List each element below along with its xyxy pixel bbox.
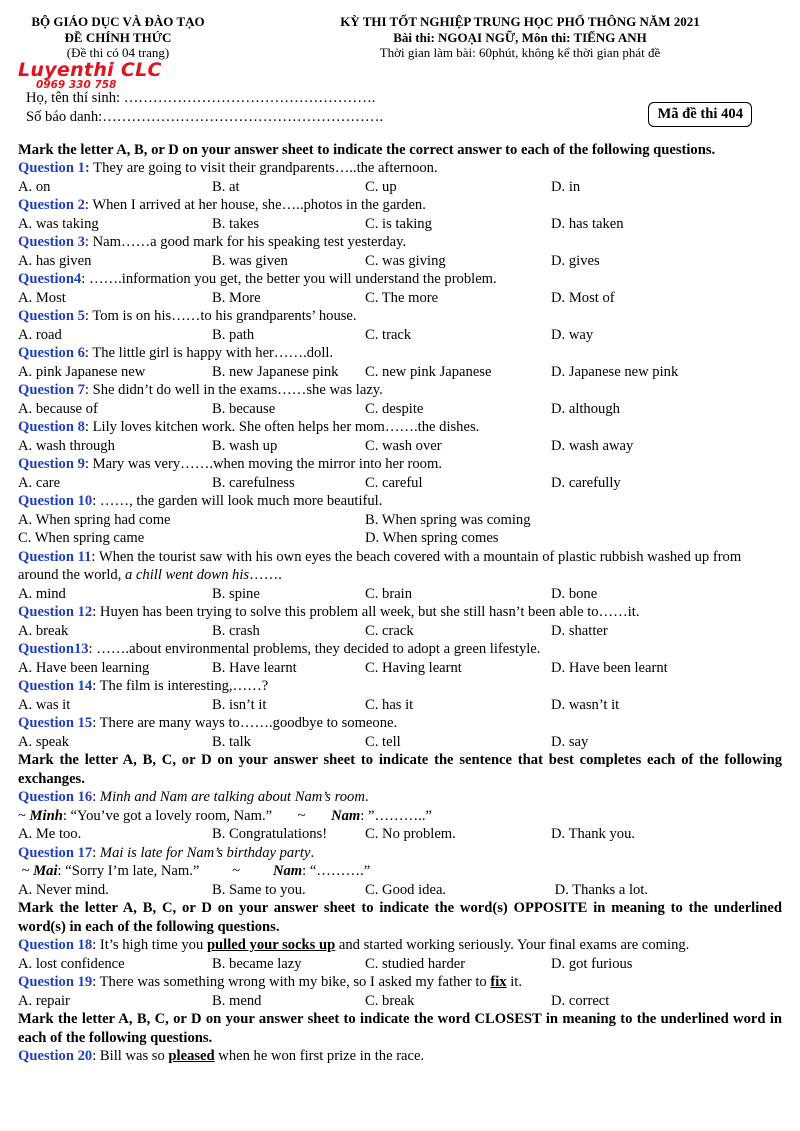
question-4 (18, 270, 782, 289)
speaker-2-line: : “……….” (302, 863, 371, 879)
options-10-row1 (18, 511, 782, 530)
option-c: C. tell (365, 733, 401, 750)
option-c: C. crack (365, 622, 414, 639)
speaker-2-line: : ”………..” (360, 807, 433, 824)
question-20 (18, 1047, 782, 1066)
option-b: B. Congratulations! (212, 826, 328, 842)
question-19 (18, 973, 782, 992)
question-15 (18, 714, 782, 733)
question-text: : Mary was very…….when moving the mirror into her room. (84, 456, 442, 472)
option-a: A. was taking (18, 215, 99, 232)
option-a: A. pink Japanese new (18, 363, 146, 380)
options-17 (18, 881, 782, 900)
option-c: C. track (365, 326, 412, 343)
option-d: D. When spring comes (365, 530, 499, 546)
dialogue-17 (18, 862, 782, 881)
speaker-2: Nam (331, 807, 361, 824)
option-b: B. crash (212, 622, 260, 639)
option-c: C. new pink Japanese (365, 363, 492, 380)
question-16 (18, 788, 782, 807)
option-b: B. Have learnt (212, 659, 297, 676)
speaker-1: Minh (29, 807, 63, 824)
candidate-number-line: Số báo danh:…………………………………………………. (26, 108, 384, 125)
option-a: A. When spring had come (18, 511, 171, 528)
option-c: C. Good idea. (365, 881, 447, 898)
option-c: C. No problem. (365, 826, 456, 842)
exam-title: KỲ THI TỐT NGHIỆP TRUNG HỌC PHỔ THÔNG NĂM 2021 (340, 14, 700, 29)
question-text: : Huyen has been trying to solve this problem all week, but she still hasn’t been able to……it. (92, 604, 640, 620)
question-text: : Lily loves kitchen work. She often helps her mom…….the dishes. (84, 419, 480, 435)
exam-code-box: Mã đề thi 404 (648, 102, 752, 127)
option-d: D. gives (551, 252, 600, 269)
option-b: B. Same to you. (212, 881, 306, 898)
question-number: Question 10 (18, 493, 93, 509)
options-7 (18, 400, 782, 419)
underlined-phrase: pulled your socks up (206, 937, 336, 953)
section-instruction-3: Mark the letter A, B, C, or D on your answer sheet to indicate the word(s) OPPOSITE in meaning to the underlined word(s) in each of the following questions. (18, 900, 782, 935)
option-b: B. because (212, 400, 276, 417)
option-c: C. careful (365, 474, 423, 491)
option-d: D. carefully (551, 474, 621, 491)
exam-page (18, 14, 782, 1066)
option-c: C. break (365, 992, 415, 1009)
option-b: B. path (212, 326, 255, 343)
option-d: D. although (551, 400, 620, 417)
options-6 (18, 363, 782, 382)
option-d: D. Japanese new pink (551, 363, 679, 380)
question-number: Question 14 (18, 678, 93, 694)
question-text: : When I arrived at her house, she…..photos in the garden. (84, 197, 426, 213)
option-a: A. Me too. (18, 826, 82, 842)
header-left (18, 14, 218, 61)
question-number: Question 20 (18, 1048, 93, 1064)
exam-subject: Bài thi: NGOẠI NGỮ, Môn thi: TIẾNG ANH (393, 29, 647, 45)
option-b: B. When spring was coming (365, 511, 531, 528)
question-text: : The little girl is happy with her…….doll. (84, 345, 334, 361)
options-4 (18, 289, 782, 308)
option-a: A. road (18, 326, 62, 343)
question-text: : She didn’t do well in the exams……she was lazy. (84, 382, 383, 398)
question-number: Question 3 (18, 234, 85, 250)
option-b: B. new Japanese pink (212, 363, 339, 380)
option-b: B. More (212, 289, 261, 306)
option-a: A. mind (18, 585, 66, 602)
question-number: Question 7 (18, 382, 85, 398)
option-d: D. bone (551, 585, 598, 602)
option-c: C. has it (365, 696, 414, 713)
option-d: D. shatter (551, 622, 608, 639)
option-b: B. carefulness (212, 474, 295, 491)
question-2 (18, 196, 782, 215)
option-d: D. Thanks a lot. (551, 881, 649, 898)
option-d: D. wash away (551, 437, 634, 454)
logo-phone: 0969 330 758 (36, 78, 117, 91)
options-11 (18, 585, 782, 604)
question-number: Question 17 (18, 844, 93, 861)
options-15 (18, 733, 782, 752)
option-b: B. at (212, 178, 240, 195)
option-a: A. break (18, 622, 69, 639)
question-number: Question 12 (18, 604, 93, 620)
candidate-name-line: Họ, tên thí sinh: ……………………………………………. (26, 89, 376, 106)
option-a: A. lost confidence (18, 955, 125, 972)
option-d: D. Most of (551, 289, 615, 306)
underlined-word: fix (490, 974, 507, 990)
question-number: Question 6 (18, 345, 85, 361)
question-tail: ……. (249, 567, 282, 583)
question-text: : There was something wrong with my bike, so I asked my father to (92, 974, 491, 990)
question-number: Question 19 (18, 974, 93, 990)
ministry-name: BỘ GIÁO DỤC VÀ ĐÀO TẠO (31, 14, 205, 29)
question-8 (18, 418, 782, 437)
question-text: : Nam……a good mark for his speaking test yesterday. (84, 234, 407, 250)
option-c: C. wash over (365, 437, 442, 454)
option-c: C. studied harder (365, 955, 466, 972)
question-11 (18, 548, 782, 585)
options-12 (18, 622, 782, 641)
question-text: They are going to visit their grandparents…..the afternoon. (89, 160, 438, 176)
option-b: B. talk (212, 733, 251, 750)
dialogue-dash: ~ (18, 863, 34, 879)
question-italic: Minh and Nam are talking about Nam’s room (99, 789, 365, 805)
question-number: Question 8 (18, 419, 85, 435)
options-9 (18, 474, 782, 493)
question-12 (18, 603, 782, 622)
option-c: C. was giving (365, 252, 446, 269)
option-a: A. care (18, 474, 61, 491)
question-13 (18, 640, 782, 659)
option-c: C. brain (365, 585, 413, 602)
option-a: A. was it (18, 696, 71, 713)
page-count: (Đề thi có 04 trang) (66, 45, 170, 60)
options-3 (18, 252, 782, 271)
option-d: D. in (551, 178, 581, 195)
speaker-1-line: : “You’ve got a lovely room, Nam.” ~ (62, 807, 332, 824)
question-10 (18, 492, 782, 511)
luyenthi-logo: Luyenthi CLC (18, 58, 162, 81)
question-number: Question 1: (18, 160, 90, 176)
question-text: : Tom is on his……to his grandparents’ house. (84, 308, 357, 324)
question-text: : …….about environmental problems, they decided to adopt a green lifestyle. (88, 641, 541, 657)
question-text: : When the tourist saw with his own eyes the beach covered with a mountain of plastic rubbish washed up from around the world, (18, 548, 742, 583)
question-number: Question13 (18, 641, 89, 657)
underlined-word: pleased (168, 1048, 215, 1064)
option-a: A. Have been learning (18, 659, 150, 676)
question-tail: and started working seriously. Your final exams are coming. (335, 937, 690, 953)
option-a: A. wash through (18, 437, 115, 454)
question-6 (18, 344, 782, 363)
official-label: ĐỀ CHÍNH THỨC (64, 29, 172, 45)
option-d: D. way (551, 326, 594, 343)
question-tail: . (364, 789, 369, 805)
question-text: : (92, 844, 100, 861)
question-1 (18, 159, 782, 178)
option-d: D. correct (551, 992, 610, 1009)
question-text: : ……, the garden will look much more beautiful. (92, 493, 383, 509)
question-number: Question 9 (18, 456, 85, 472)
option-b: B. takes (212, 215, 260, 232)
option-a: A. repair (18, 992, 70, 1009)
options-1 (18, 178, 782, 197)
question-5 (18, 307, 782, 326)
option-a: A. has given (18, 252, 92, 269)
option-b: B. mend (212, 992, 262, 1009)
option-a: A. Most (18, 289, 66, 306)
question-text: : (92, 789, 100, 805)
option-d: D. say (551, 733, 589, 750)
options-10-row2 (18, 529, 782, 548)
option-a: A. speak (18, 733, 70, 750)
question-number: Question4 (18, 271, 82, 287)
header-right (218, 14, 782, 61)
question-text: : It’s high time you (92, 937, 207, 953)
section-instruction-1: Mark the letter A, B, or D on your answer sheet to indicate the correct answer to each of the following questions. (18, 141, 716, 158)
question-italic: Mai is late for Nam’s birthday party (99, 844, 311, 861)
option-c: C. Having learnt (365, 659, 462, 676)
options-2 (18, 215, 782, 234)
question-italic: a chill went down his (125, 567, 250, 583)
question-18 (18, 936, 782, 955)
question-tail: . (310, 844, 315, 861)
question-tail: when he won first prize in the race. (214, 1048, 425, 1064)
option-d: D. has taken (551, 215, 624, 232)
speaker-1: Mai (33, 863, 58, 879)
options-8 (18, 437, 782, 456)
question-text: : …….information you get, the better you will understand the problem. (81, 271, 497, 287)
options-13 (18, 659, 782, 678)
option-a: A. Never mind. (18, 881, 109, 898)
question-3 (18, 233, 782, 252)
option-a: A. on (18, 178, 51, 195)
question-text: : Bill was so (92, 1048, 169, 1064)
question-number: Question 15 (18, 715, 93, 731)
option-c: C. despite (365, 400, 424, 417)
exam-header (18, 14, 782, 61)
option-b: B. was given (212, 252, 288, 269)
dialogue-dash: ~ (18, 807, 30, 824)
question-number: Question 5 (18, 308, 85, 324)
options-16 (18, 825, 782, 844)
question-number: Question 18 (18, 937, 93, 953)
dialogue-16 (18, 807, 782, 826)
options-14 (18, 696, 782, 715)
speaker-2: Nam (272, 863, 303, 879)
options-5 (18, 326, 782, 345)
question-number: Question 16 (18, 789, 93, 805)
speaker-1-line: : “Sorry I’m late, Nam.” ~ (57, 863, 273, 879)
question-tail: it. (506, 974, 522, 990)
question-9 (18, 455, 782, 474)
question-17 (18, 844, 782, 863)
question-7 (18, 381, 782, 400)
option-c: C. is taking (365, 215, 432, 232)
option-c: C. up (365, 178, 397, 195)
option-d: D. wasn’t it (551, 696, 620, 713)
option-b: B. became lazy (212, 955, 302, 972)
option-b: B. spine (212, 585, 260, 602)
question-text: : There are many ways to…….goodbye to someone. (92, 715, 398, 731)
question-14 (18, 677, 782, 696)
option-d: D. Have been learnt (551, 659, 668, 676)
exam-time: Thời gian làm bài: 60phút, không kể thời gian phát đề (379, 45, 661, 60)
section-instruction-4: Mark the letter A, B, C, or D on your answer sheet to indicate the word CLOSEST in meaning to the underlined word in each of the following questions. (18, 1011, 782, 1046)
question-number: Question 2 (18, 197, 85, 213)
option-c: C. When spring came (18, 530, 145, 546)
options-19 (18, 992, 782, 1011)
option-b: B. wash up (212, 437, 278, 454)
option-b: B. isn’t it (212, 696, 267, 713)
question-text: : The film is interesting,……? (92, 678, 269, 694)
section-instruction-2: Mark the letter A, B, C, or D on your answer sheet to indicate the sentence that best completes each of the following exchanges. (18, 752, 782, 787)
question-number: Question 11 (18, 548, 92, 565)
options-18 (18, 955, 782, 974)
option-c: C. The more (365, 289, 439, 306)
candidate-info (18, 89, 782, 127)
option-d: D. got furious (551, 955, 633, 972)
option-a: A. because of (18, 400, 98, 417)
option-d: D. Thank you. (551, 826, 636, 842)
